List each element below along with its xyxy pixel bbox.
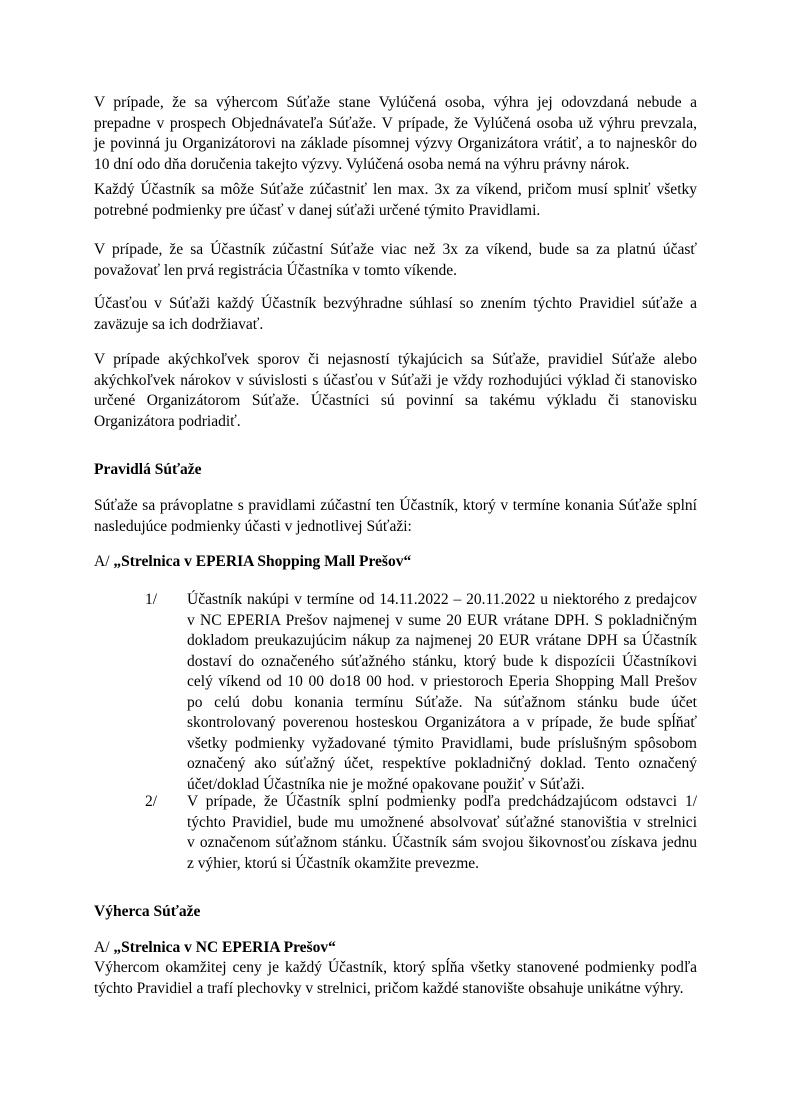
subheading-prefix: A/ — [94, 939, 114, 956]
text-line: prepadne v prospech Objednávateľa Súťaže. V prípade, že Vylúčená osoba už výhru prevzala, — [94, 114, 697, 132]
text-line: je povinná ju Organizátorovi na základe písomnej výzvy Organizátora vrátiť, a to najneskôr do — [94, 135, 697, 152]
text-line: Účastník nakúpi v termíne od 14.11.2022 – 20.11.2022 u niektorého z predajcov — [187, 591, 697, 608]
paragraph-excluded-person-winner — [94, 93, 697, 175]
text-line: V prípade akýchkoľvek sporov či nejasností týkajúcich sa Súťaže, pravidiel Súťaže alebo — [94, 351, 697, 368]
subheading-shooting-range-nc — [94, 938, 697, 959]
text-line: V prípade, že sa výhercom Súťaže stane Vylúčená osoba, výhra jej odovzdaná nebude a — [94, 94, 697, 111]
text-line: potrebné podmienky pre účasť v danej súťaži určené týmito Pravidlami. — [94, 201, 541, 219]
text-line: Organizátora podriadiť. — [94, 412, 241, 430]
item-number: 1/ — [145, 591, 158, 608]
text-line: nasledujúce podmienky účasti v jednotlivej Súťaži: — [94, 517, 412, 535]
subheading-title: „Strelnica v EPERIA Shopping Mall Prešov“ — [113, 553, 412, 570]
text-line: Výhercom okamžitej ceny je každý Účastník, ktorý spĺňa všetky stanovené podmienky podľa — [94, 959, 697, 976]
text-line: Každý Účastník sa môže Súťaže zúčastniť len max. 3x za víkend, pričom musí splniť všetky — [94, 181, 697, 198]
text-line: 10 dní odo dňa doručenia takejto výzvy. Vylúčená osoba nemá na výhru právny nárok. — [94, 155, 630, 173]
paragraph-participation-limit — [94, 180, 697, 221]
text-line: V prípade, že Účastník splní podmienky podľa predchádzajúcom odstavci 1/ — [187, 793, 697, 810]
text-line: celý víkend od 10 00 do18 00 hod. v priestoroch Eperia Shopping Mall Prešov — [187, 673, 697, 690]
subheading-title: „Strelnica v NC EPERIA Prešov“ — [113, 939, 336, 956]
text-line: Účasťou v Súťaži každý Účastník bezvýhradne súhlasí so znením týchto Pravidiel súťaže a — [94, 295, 697, 312]
paragraph-rules-intro — [94, 496, 697, 537]
section-heading-winner: Výherca Súťaže — [94, 903, 201, 920]
subheading-prefix: A/ — [94, 553, 114, 570]
text-line: označený ako súťažný účet, respektíve pokladničný doklad. Tento označený — [187, 755, 697, 772]
subheading-shooting-range-mall — [94, 552, 697, 573]
text-line: týchto Pravidiel a trafí plechovky v strelnici, pričom každé stanovište obsahuje unikátne výhry. — [94, 979, 684, 997]
text-line: v označenom súťažnom stánku. Účastník sám svojou šikovnosťou získava jednu — [187, 834, 697, 851]
text-line: určené Organizátorom Súťaže. Účastníci sú povinní sa takému výkladu či stanovisku — [94, 392, 697, 409]
item-text-shooting-stations — [187, 792, 697, 874]
item-number: 2/ — [145, 793, 158, 810]
text-line: zaväzuje sa ich dodržiavať. — [94, 315, 264, 333]
paragraph-winner-definition — [94, 958, 697, 999]
text-line: po celú dobu konania termínu Súťaže. Na súťažnom stánku bude účet — [187, 693, 697, 711]
text-line: dokladom preukazujúcim nákup za najmenej 20 EUR vrátane DPH sa Účastník — [187, 632, 697, 649]
text-line: V prípade, že sa Účastník zúčastní Súťaže viac než 3x za víkend, bude sa za platnú účasť — [94, 241, 697, 258]
text-line: v NC EPERIA Prešov najmenej v sume 20 EUR vrátane DPH. S pokladničným — [187, 611, 697, 629]
text-line: týchto Pravidiel, bude mu umožnené absolvovať súťažné stanovištia v strelnici — [187, 813, 697, 831]
text-line: všetky podmienky vyžadované týmito Pravidlami, bude príslušným spôsobom — [187, 734, 697, 752]
paragraph-disputes — [94, 350, 697, 432]
text-line: z výhier, ktorú si Účastník okamžite prevezme. — [187, 854, 480, 872]
item-text-purchase-condition — [187, 590, 697, 795]
text-line: dostaví do označeného súťažného stánku, ktorý bude k dispozícii Účastníkovi — [187, 652, 697, 670]
paragraph-rules-agreement — [94, 294, 697, 335]
paragraph-multiple-participation — [94, 240, 697, 281]
text-line: považovať len prvá registrácia Účastníka v tomto víkende. — [94, 261, 457, 279]
text-line: účet/doklad Účastníka nie je možné opakovane použiť v Súťaži. — [187, 775, 585, 793]
text-line: skontrolovaný poverenou hosteskou Organizátora a v prípade, že bude spĺňať — [187, 714, 697, 731]
text-line: Súťaže sa právoplatne s pravidlami zúčastní ten Účastník, ktorý v termíne konania Súťaže splní — [94, 497, 697, 514]
section-heading-rules: Pravidlá Súťaže — [94, 461, 202, 478]
text-line: akýchkoľvek nárokov v súvislosti s účasťou v Súťaži je vždy rozhodujúci výklad či stanovisko — [94, 371, 697, 389]
